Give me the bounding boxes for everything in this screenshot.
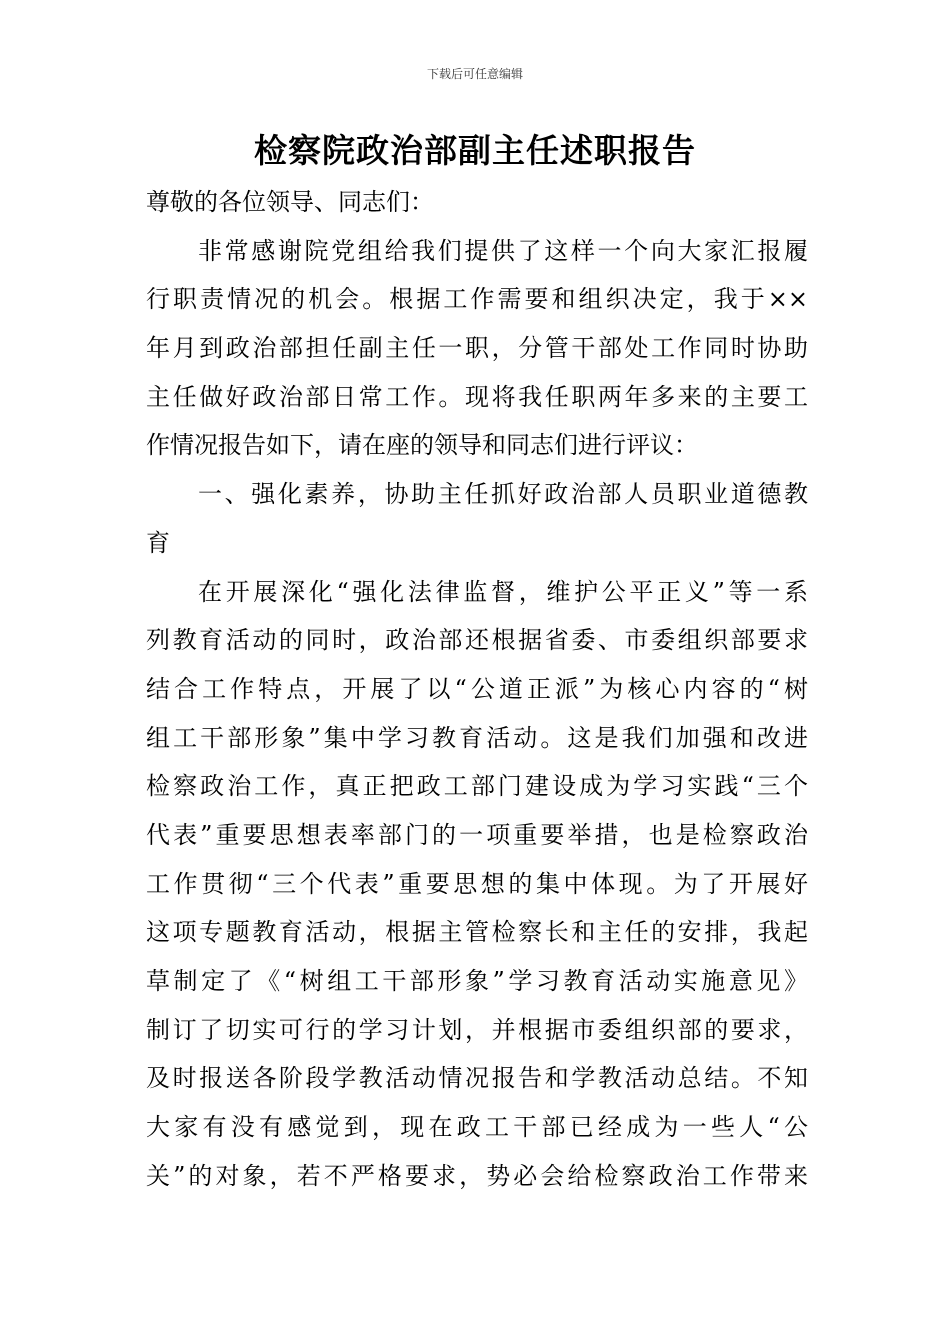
text-line: 主任做好政治部日常工作。现将我任职两年多来的主要工 <box>146 382 808 411</box>
text-line: 非常感谢院党组给我们提供了这样一个向大家汇报履 <box>198 236 808 265</box>
text-line: 列教育活动的同时，政治部还根据省委、市委组织部要求 <box>146 626 808 655</box>
body-text <box>146 178 808 1200</box>
header-note: 下载后可任意编辑 <box>426 67 523 81</box>
text-line: 制订了切实可行的学习计划，并根据市委组织部的要求， <box>146 1015 808 1044</box>
text-line: 年月到政治部担任副主任一职，分管干部处工作同时协助 <box>146 334 808 363</box>
text-line: 结合工作特点，开展了以“公道正派”为核心内容的“树 <box>146 674 808 703</box>
page-title: 检察院政治部副主任述职报告 <box>254 131 696 170</box>
text-line: 检察政治工作，真正把政工部门建设成为学习实践“三个 <box>146 772 808 801</box>
text-line: 组工干部形象”集中学习教育活动。这是我们加强和改进 <box>146 723 808 752</box>
text-line: 及时报送各阶段学教活动情况报告和学教活动总结。不知 <box>146 1064 808 1093</box>
text-line: 尊敬的各位领导、同志们： <box>146 188 434 216</box>
text-line: 行职责情况的机会。根据工作需要和组织决定，我于×× <box>146 285 808 314</box>
text-line: 大家有没有感觉到，现在政工干部已经成为一些人“公 <box>146 1113 808 1142</box>
text-line: 一、强化素养，协助主任抓好政治部人员职业道德教 <box>198 480 808 509</box>
text-line: 工作贯彻“三个代表”重要思想的集中体现。为了开展好 <box>146 869 808 898</box>
text-line: 草制定了《“树组工干部形象”学习教育活动实施意见》 <box>146 967 808 995</box>
text-line: 代表”重要思想表率部门的一项重要举措，也是检察政治 <box>146 820 808 849</box>
text-line: 关”的对象，若不严格要求，势必会给检察政治工作带来 <box>146 1161 808 1190</box>
text-line: 这项专题教育活动，根据主管检察长和主任的安排，我起 <box>146 918 808 947</box>
text-line: 在开展深化“强化法律监督，维护公平正义”等一系 <box>198 577 808 606</box>
text-line: 作情况报告如下，请在座的领导和同志们进行评议： <box>146 431 698 460</box>
text-line: 育 <box>146 528 170 557</box>
